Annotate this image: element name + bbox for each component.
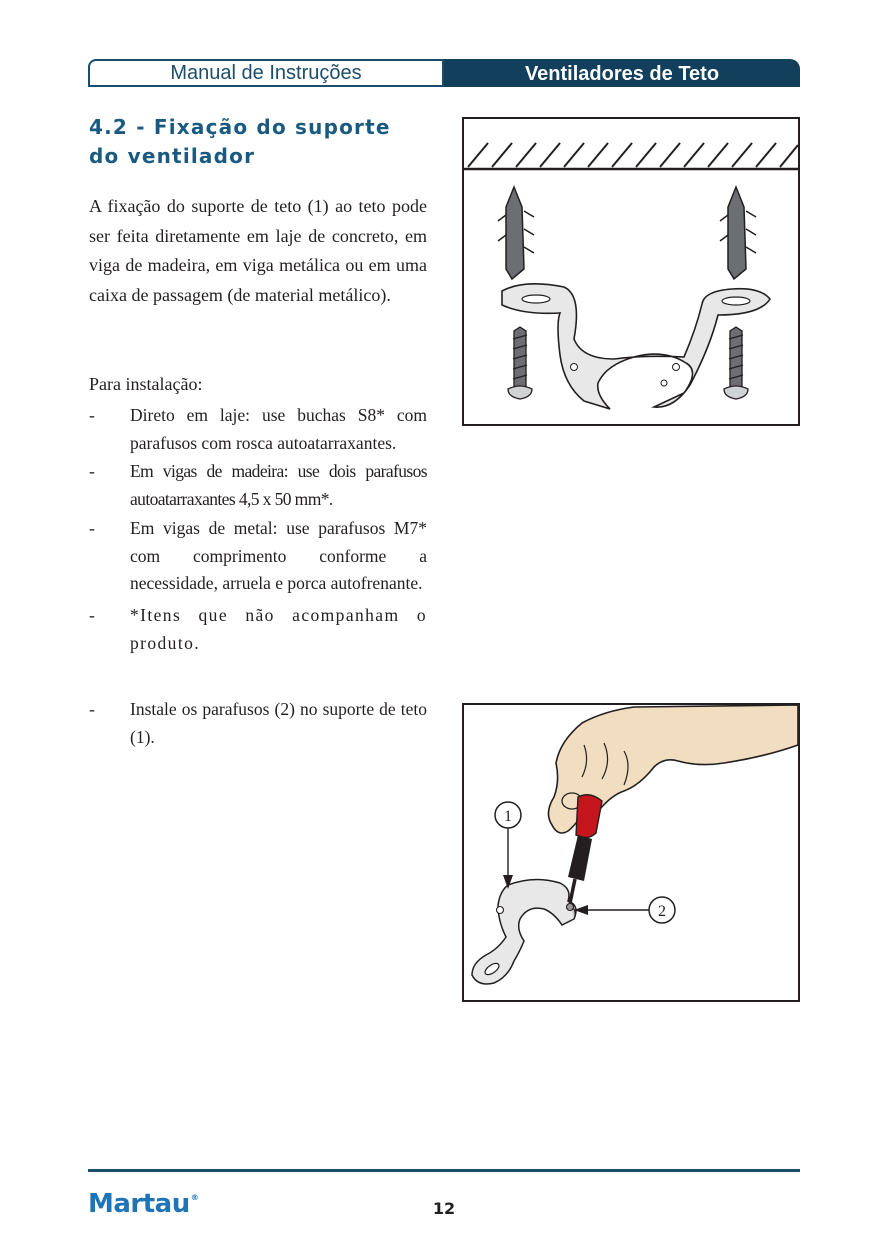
screw-right xyxy=(724,327,748,399)
list-item xyxy=(89,602,427,657)
figure-bracket-anchors xyxy=(462,117,800,426)
list-item xyxy=(89,458,427,513)
list-item-text: Em vigas de metal: use parafusos M7* com comprimento conforme a necessidade, arruela e porca autofrenante. xyxy=(130,518,427,593)
page-number: 12 xyxy=(432,1199,456,1218)
intro-paragraph: A fixação do suporte de teto (1) ao teto pode ser feita diretamente em laje de concreto, em viga de madeira, em viga metálica ou em uma caixa de passagem (de material metálico). xyxy=(89,196,427,305)
list-item-text: Direto em laje: use buchas S8* com parafusos com rosca autoatarraxantes. xyxy=(130,405,427,453)
list-bullet: - xyxy=(89,605,97,625)
page-header xyxy=(88,59,800,87)
screw-installation-illustration xyxy=(464,705,798,1000)
footer-divider xyxy=(88,1169,800,1172)
list-item xyxy=(89,515,427,598)
list-item-text: Instale os parafusos (2) no suporte de teto (1). xyxy=(130,699,427,747)
wall-anchor-right xyxy=(720,187,756,279)
header-manual-title: Manual de Instruções xyxy=(88,59,444,87)
list-item xyxy=(89,402,427,457)
header-product-title: Ventiladores de Teto xyxy=(444,59,800,87)
installation-label: Para instalação: xyxy=(89,374,203,394)
section-title: 4.2 - Fixação do suporte do ventilador xyxy=(89,115,391,168)
callout-2-label: 2 xyxy=(658,903,666,920)
bracket-anchors-illustration xyxy=(464,119,798,424)
wall-anchor-left xyxy=(498,187,534,279)
list-bullet: - xyxy=(89,699,95,719)
brand-logo xyxy=(88,1189,198,1219)
callout-2 xyxy=(574,897,675,923)
ceiling-hatch xyxy=(464,143,798,169)
callout-1 xyxy=(495,802,521,889)
list-item-text: Em vigas de madeira: use dois parafusos autoatarraxantes 4,5 x 50 mm*. xyxy=(130,461,427,509)
figure-screw-installation xyxy=(462,703,800,1002)
list-bullet: - xyxy=(89,405,95,425)
ceiling-bracket-small xyxy=(472,879,576,984)
callout-1-label: 1 xyxy=(504,808,512,825)
list-bullet: - xyxy=(89,518,95,538)
list-bullet: - xyxy=(89,461,95,481)
trademark-symbol: ® xyxy=(190,1193,199,1202)
list-item xyxy=(89,696,427,751)
brand-name: Martau xyxy=(88,1189,190,1219)
list-item-text: *Itens que não acompanham o produto. xyxy=(130,605,427,653)
screw-left xyxy=(508,327,532,399)
